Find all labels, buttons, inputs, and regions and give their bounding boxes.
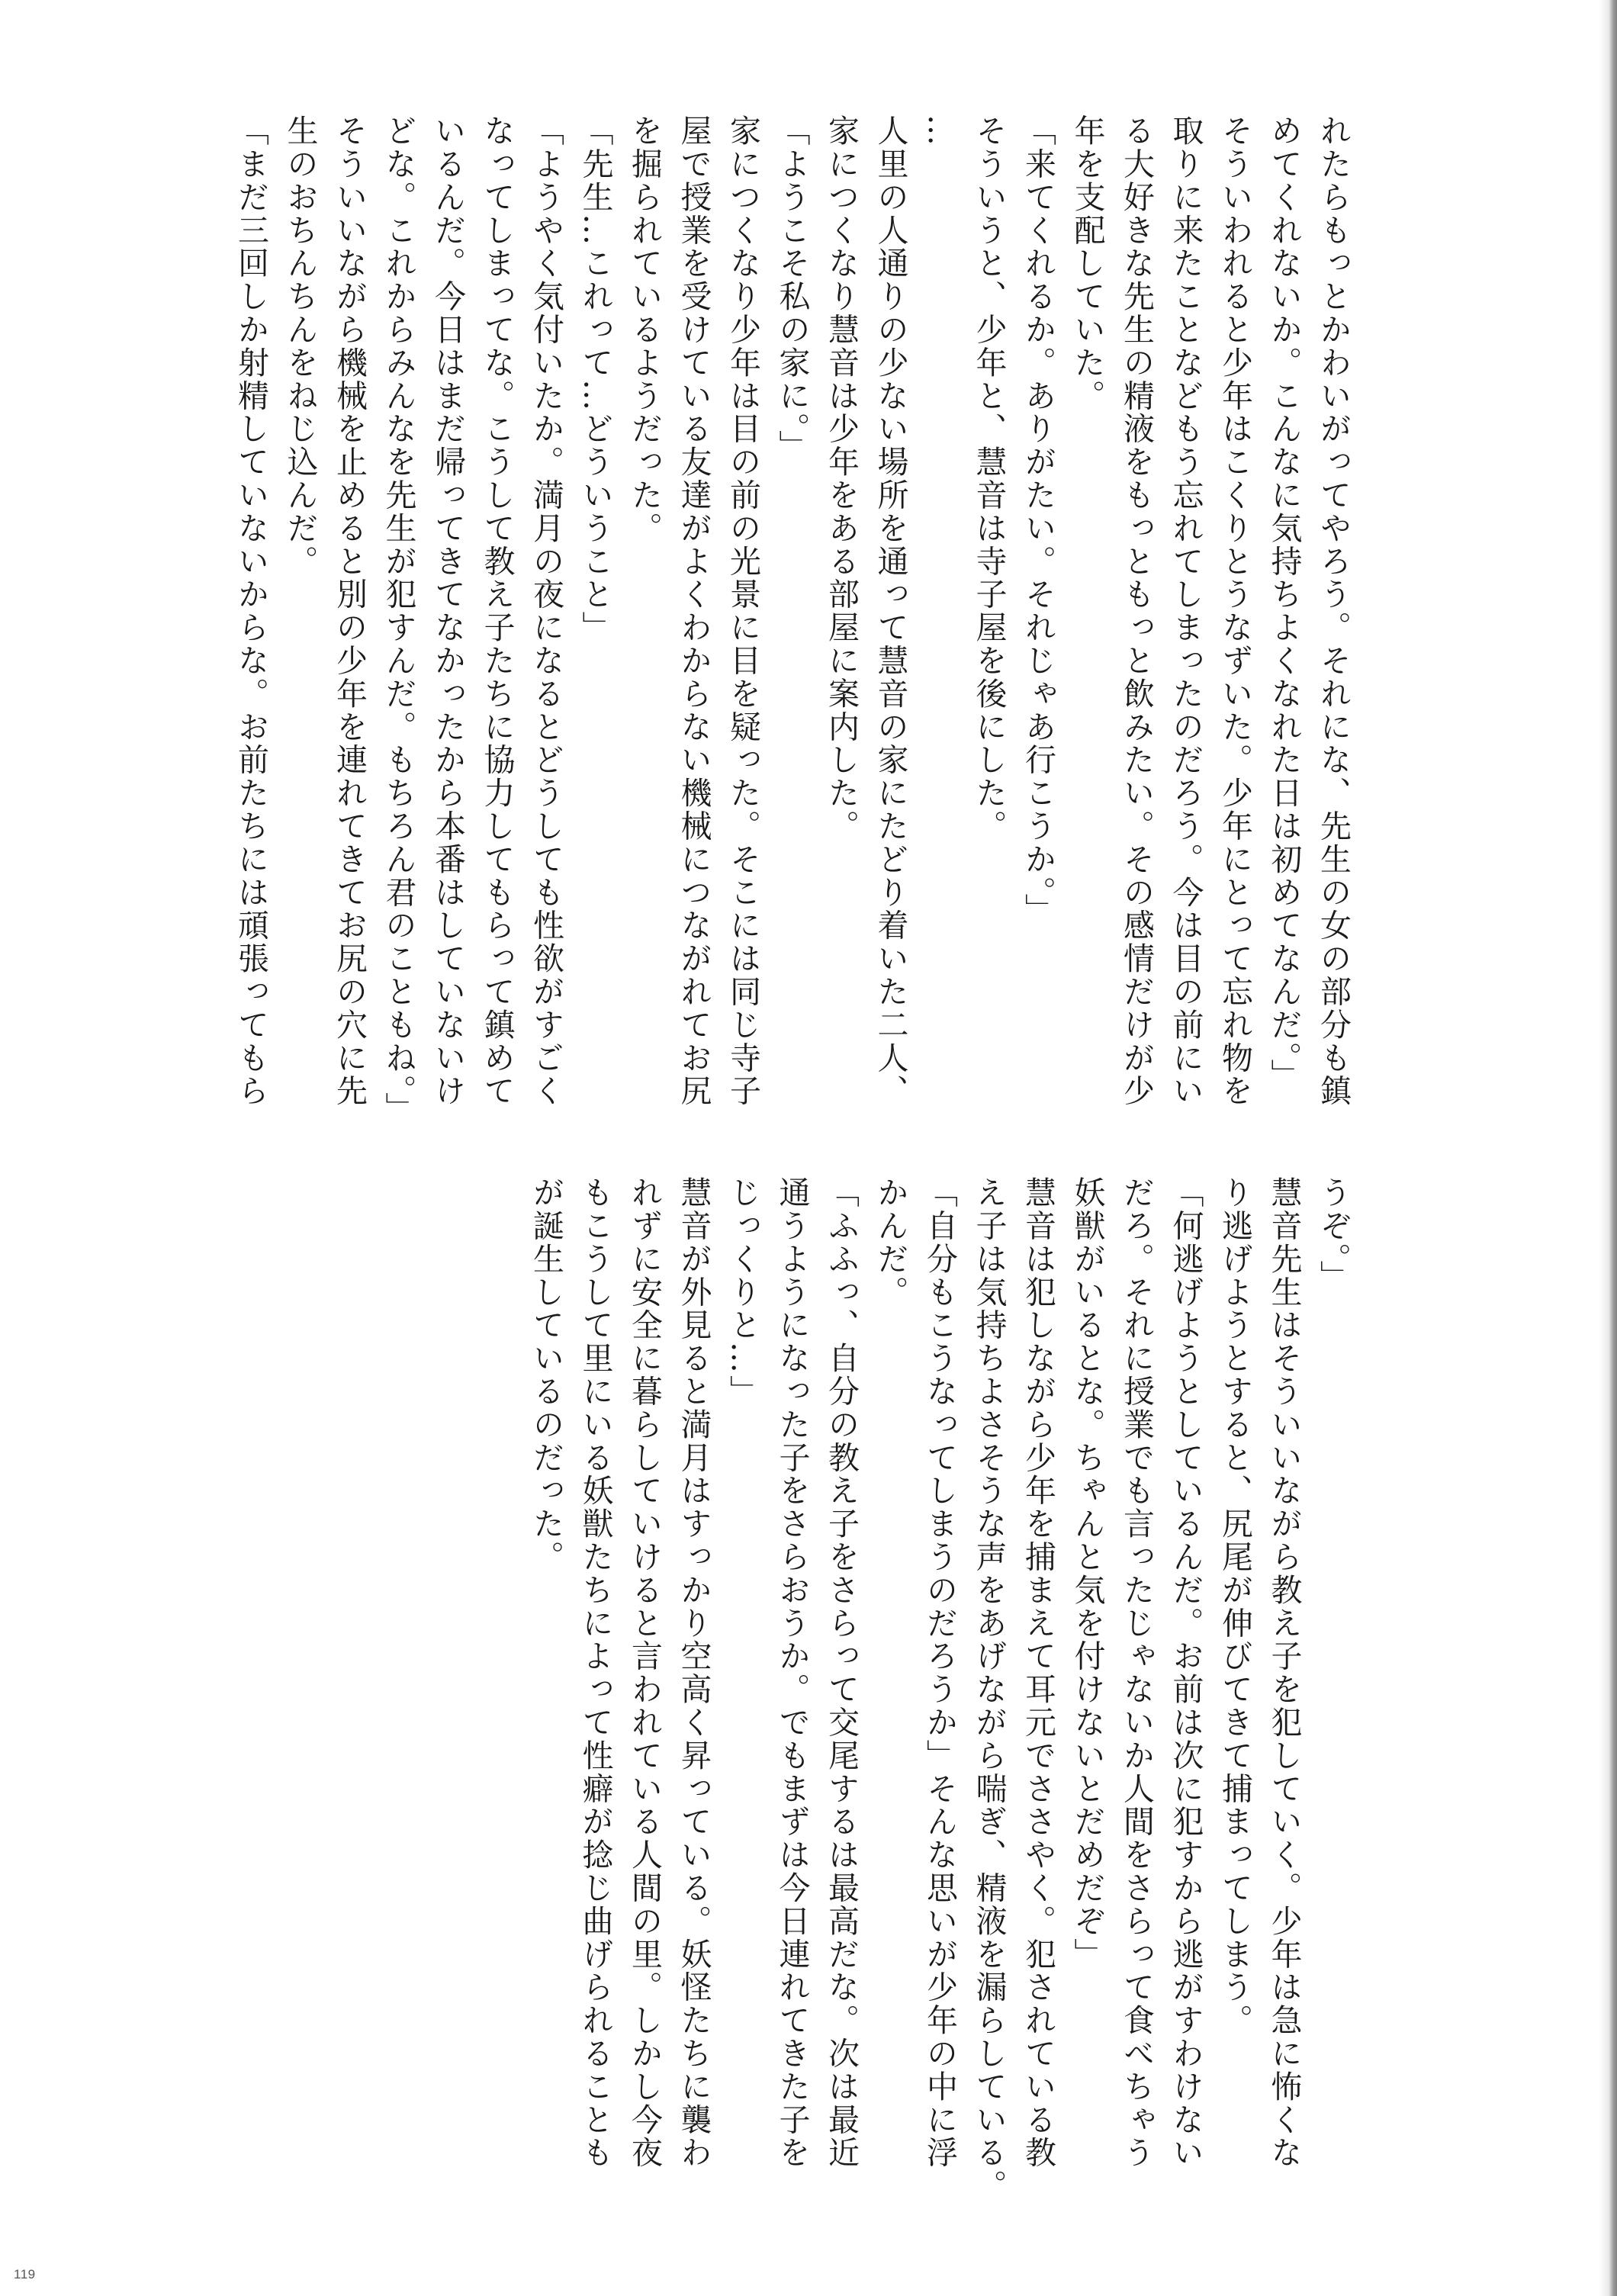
text-line: もこうして里にいる妖獣たちによって性癖が捻じ曲げられることも: [577, 1176, 614, 2169]
text-line: 「自分もこうなってしまうのだろうか」そんな思いが少年の中に浮: [921, 1176, 958, 2169]
text-line: 「まだ三回しか射精していないからな。お前たちには頑張ってもら: [233, 114, 269, 1108]
text-line: り逃げようとすると、尻尾が伸びてきて捕まってしまう。: [1217, 1176, 1253, 2037]
text-line: そういうと、少年と、慧音は寺子屋を後にした。: [970, 114, 1008, 843]
text-line: …: [921, 114, 958, 148]
text-line: 「ふふっ、自分の教え子をさらって交尾するは最高だな。次は最近: [823, 1176, 860, 2169]
text-line: うぞ。」: [1315, 1176, 1352, 1294]
text-line: る大好きな先生の精液をもっともっと飲みたい。その感情だけが少: [1118, 114, 1155, 1108]
text-line: 慧音は犯しながら少年を捕まえて耳元でささやく。犯されている教: [1020, 1176, 1056, 2169]
text-line: なってしまってな。こうして教え子たちに協力してもらって鎮めて: [478, 114, 516, 1108]
text-line: そういいながら機械を止めると別の少年を連れてきてお尻の穴に先: [331, 114, 368, 1108]
text-line: え子は気持ちよさそうな声をあげながら喘ぎ、精液を漏らしている。: [970, 1176, 1008, 2203]
text-line: そういわれると少年はこくりとうなずいた。少年にとって忘れ物を: [1217, 114, 1253, 1108]
text-line: 屋で授業を受けている友達がよくわからない機械につながれてお尻: [675, 114, 712, 1108]
text-line: めてくれないか。こんなに気持ちよくなれた日は初めてなんだ。」: [1265, 114, 1303, 1092]
page-number: 119: [14, 2267, 36, 2282]
upper-text-block: [227, 114, 1358, 1125]
text-line: 慧音が外見ると満月はすっかり空高く昇っている。妖怪たちに襲わ: [675, 1176, 712, 2169]
text-line: を掘られているようだった。: [626, 114, 663, 545]
text-line: 慧音先生はそういいながら教え子を犯していく。少年は急に怖くな: [1265, 1176, 1303, 2170]
text-line: 「ようやく気付いたか。満月の夜になるとどうしても性欲がすごく: [528, 114, 564, 1108]
text-line: 通うようになった子をさらおうか。でもまずは今日連れてきた子を: [773, 1176, 811, 2169]
scan-edge-shadow: [1599, 0, 1617, 2296]
text-line: 生のおちんちんをねじ込んだ。: [281, 114, 319, 578]
text-line: だろ。それに授業でも言ったじゃないか人間をさらって食べちゃう: [1118, 1176, 1155, 2169]
text-line: 「先生…これって…どういうこと」: [577, 114, 614, 645]
text-line: 人里の人通りの少ない場所を通って慧音の家にたどり着いた二人、: [872, 114, 909, 1108]
text-line: 「何逃げようとしているんだ。お前は次に犯すから逃がすわけない: [1167, 1176, 1204, 2169]
text-line: 取りに来たことなどもう忘れてしまったのだろう。今は目の前にい: [1167, 114, 1204, 1108]
text-line: が誕生しているのだった。: [528, 1176, 564, 1574]
text-line: 妖獣がいるとな。ちゃんと気を付けないとだめだぞ」: [1069, 1176, 1106, 1971]
text-line: 家につくなり慧音は少年をある部屋に案内した。: [823, 114, 860, 843]
text-line: いるんだ。今日はまだ帰ってきてなかったから本番はしていないけ: [429, 114, 466, 1108]
text-line: かんだ。: [872, 1176, 909, 1309]
text-line: 「ようこそ私の家に。」: [773, 114, 811, 463]
lower-text-block: [522, 1176, 1358, 2203]
text-line: 家につくなり少年は目の前の光景に目を疑った。そこには同じ寺子: [725, 114, 761, 1108]
text-line: 年を支配していた。: [1069, 114, 1106, 413]
text-line: れずに安全に暮らしていけると言われている人間の里。しかし今夜: [626, 1176, 663, 2169]
text-line: どな。これからみんなを先生が犯すんだ。もちろん君のこともね。」: [380, 114, 417, 1125]
text-line: 「来てくれるか。ありがたい。それじゃあ行こうか。」: [1020, 114, 1056, 927]
text-line: れたらもっとかわいがってやろう。それにな、先生の女の部分も鎮: [1315, 114, 1352, 1108]
text-line: じっくりと…」: [725, 1176, 761, 1408]
